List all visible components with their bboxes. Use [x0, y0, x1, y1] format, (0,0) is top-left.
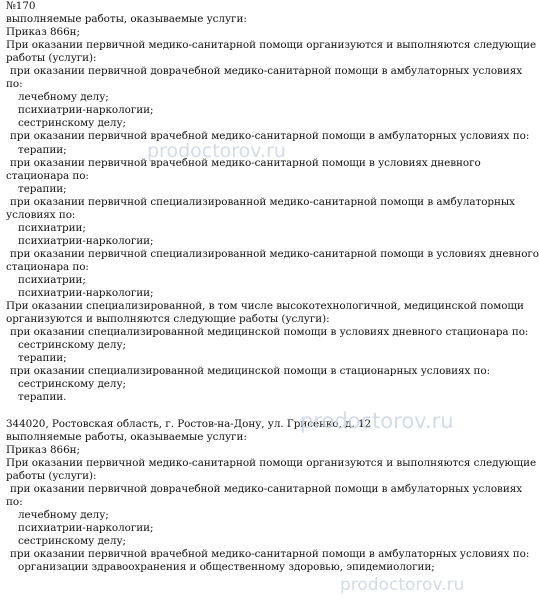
document-line: При оказании первичной медико-санитарной помощи организуются и выполняются следующие: [6, 456, 537, 469]
document-line: при оказании специализированной медицинской помощи в стационарных условиях по:: [10, 365, 491, 378]
watermark: prodoctorov.ru: [340, 575, 465, 595]
document-line: при оказании первичной врачебной медико-санитарной помощи в условиях дневного: [10, 156, 481, 169]
document-line: сестринскому делу;: [18, 378, 126, 391]
document-line: условиях по:: [6, 208, 76, 221]
document-line: организуются и выполняются следующие работы (услуги):: [6, 313, 330, 326]
document-line: При оказании специализированной, в том числе высокотехнологичной, медицинской помощи: [6, 300, 524, 313]
document-line: работы (услуги):: [6, 52, 97, 65]
document-line: лечебному делу;: [18, 508, 109, 521]
document-line: сестринскому делу;: [18, 339, 126, 352]
document-line: При оказании первичной медико-санитарной помощи организуются и выполняются следующие: [6, 39, 537, 52]
document-line: терапии;: [18, 352, 67, 365]
document-line: выполняемые работы, оказываемые услуги:: [6, 13, 247, 26]
document-line: психиатрии-наркологии;: [18, 521, 154, 534]
document-line: психиатрии-наркологии;: [18, 234, 154, 247]
document-line: Приказ 866н;: [6, 443, 80, 456]
document-line: при оказании специализированной медицинской помощи в условиях дневного стационара по:: [10, 326, 529, 339]
document-line: стационара по:: [6, 169, 89, 182]
document-line: при оказании первичной специализированной медико-санитарной помощи в условиях дневного: [10, 247, 539, 260]
document-line: 344020, Ростовская область, г. Ростов-на-Дону, ул. Грисенко, д. 12: [6, 417, 372, 430]
document-line: психиатрии;: [18, 221, 86, 234]
document-line: №170: [6, 0, 36, 12]
document-line: терапии;: [18, 182, 67, 195]
document-line: при оказании первичной врачебной медико-санитарной помощи в амбулаторных условиях по:: [10, 130, 530, 143]
document-line: при оказании первичной врачебной медико-санитарной помощи в амбулаторных условиях по:: [10, 547, 530, 560]
blank-line: [6, 404, 458, 417]
document-line: сестринскому делу;: [18, 117, 126, 130]
document-line: стационара по:: [6, 260, 89, 273]
document-line: при оказании первичной доврачебной медико-санитарной помощи в амбулаторных условиях: [10, 482, 523, 495]
document-line: терапии;: [18, 143, 67, 156]
document-line: выполняемые работы, оказываемые услуги:: [6, 430, 247, 443]
document-line: психиатрии-наркологии;: [18, 104, 154, 117]
document-line: организации здравоохранения и общественному здоровью, эпидемиологии;: [18, 561, 435, 574]
document-line: психиатрии-наркологии;: [18, 287, 154, 300]
document-line: при оказании первичной доврачебной медико-санитарной помощи в амбулаторных условиях: [10, 65, 523, 78]
document-line: Приказ 866н;: [6, 26, 80, 39]
document-line: по:: [6, 495, 23, 508]
document-line: работы (услуги):: [6, 469, 97, 482]
document-line: лечебному делу;: [18, 91, 109, 104]
watermark: prodoctorov.ru: [147, 140, 286, 162]
document-line: терапии.: [18, 391, 67, 404]
document-line: психиатрии;: [18, 273, 86, 286]
watermark: prodoctorov.ru: [300, 409, 454, 433]
document-line: сестринскому делу;: [18, 534, 126, 547]
document-text: [6, 0, 539, 574]
document-line: при оказании первичной специализированной медико-санитарной помощи в амбулаторных: [10, 195, 515, 208]
document-line: по:: [6, 78, 23, 91]
